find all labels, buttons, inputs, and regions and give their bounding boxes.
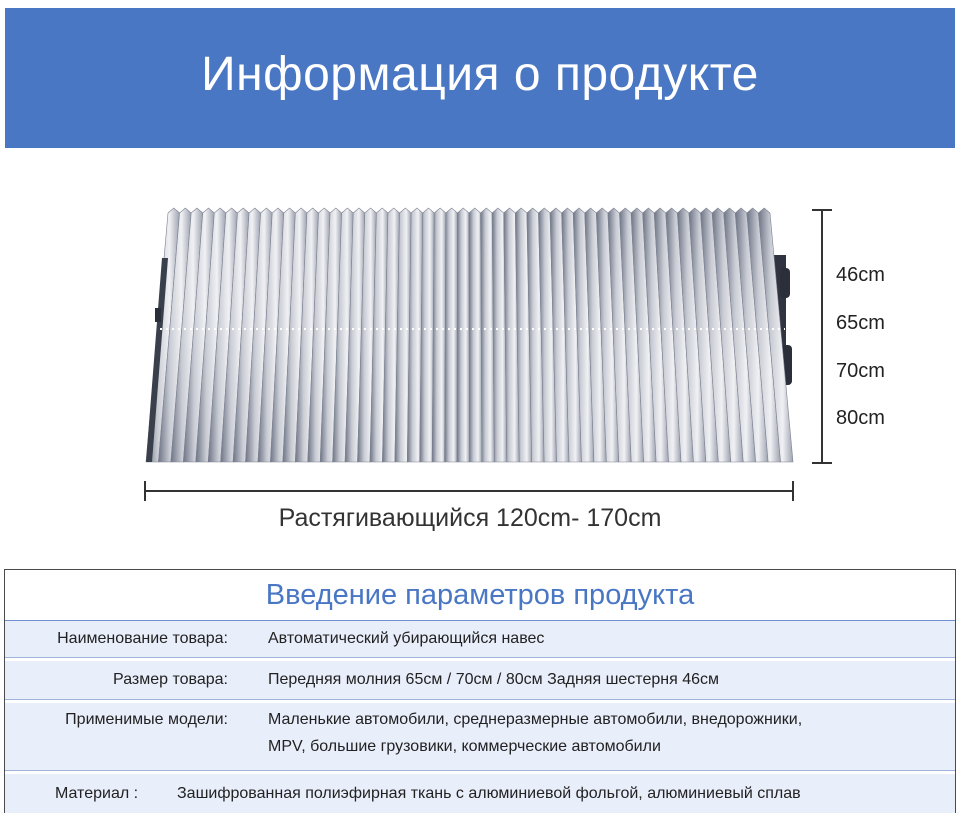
rail-clip	[155, 308, 161, 322]
parameters-table	[4, 569, 956, 813]
param-row-material	[5, 774, 955, 813]
length-label: Растягивающийся 120cm- 170cm	[278, 504, 662, 532]
housing-knob-top	[780, 268, 790, 298]
param-value: Автоматический убирающийся навес	[268, 630, 545, 647]
param-value: Маленькие автомобили, среднеразмерные автомобили, внедорожники,	[268, 711, 803, 728]
param-row-size	[5, 661, 955, 700]
param-value-line2: MPV, большие грузовики, коммерческие автомобили	[268, 738, 661, 755]
size-label-80: 80cm	[836, 407, 885, 429]
parameters-title: Введение параметров продукта	[5, 570, 955, 621]
param-row-name	[5, 621, 955, 658]
size-label-65: 65cm	[836, 312, 885, 334]
pleat	[432, 208, 446, 462]
pleat-group	[146, 208, 793, 462]
param-value: Передняя молния 65см / 70см / 80см Задняя шестерня 46см	[268, 671, 719, 688]
param-label: Применимые модели:	[65, 711, 228, 728]
size-label-46: 46cm	[836, 264, 885, 286]
param-label: Наименование товара:	[57, 630, 228, 647]
param-row-models	[5, 703, 955, 771]
param-label: Материал :	[55, 785, 139, 802]
page-title: Информация о продукте	[201, 47, 759, 101]
pleat	[457, 208, 469, 462]
param-label: Размер товара:	[113, 671, 228, 688]
param-value: Зашифрованная полиэфирная ткань с алюминиевой фольгой, алюминиевый сплав	[177, 785, 801, 802]
pleat	[445, 208, 458, 462]
size-label-70: 70cm	[836, 360, 885, 382]
pleat	[469, 208, 482, 462]
